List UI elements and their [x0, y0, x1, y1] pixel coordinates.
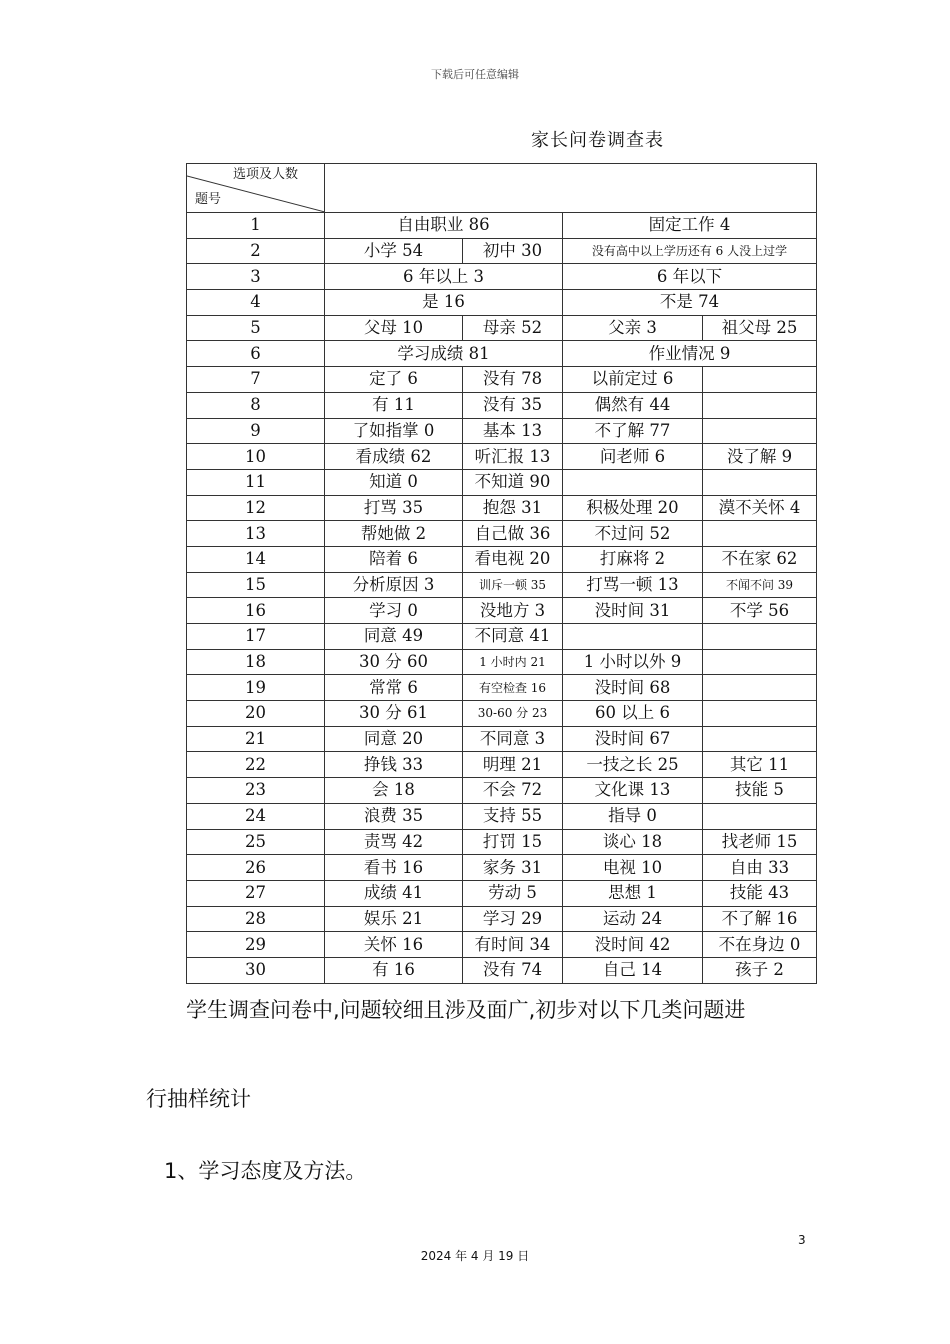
answer-cell: 孩子 2: [703, 957, 817, 983]
answer-cell: 打骂一顿 13: [563, 572, 703, 598]
question-number-cell: 28: [187, 906, 325, 932]
answer-cell: 打麻将 2: [563, 546, 703, 572]
answer-cell: 不同意 3: [463, 726, 563, 752]
answer-cell: 劳动 5: [463, 880, 563, 906]
answer-cell: 思想 1: [563, 880, 703, 906]
answer-cell: 是 16: [325, 290, 563, 316]
question-number-cell: 21: [187, 726, 325, 752]
question-number-cell: 4: [187, 290, 325, 316]
answer-cell: [703, 367, 817, 393]
answer-cell: 看电视 20: [463, 546, 563, 572]
question-number-cell: 29: [187, 932, 325, 958]
table-row: [187, 855, 817, 881]
answer-cell: 没时间 67: [563, 726, 703, 752]
answer-cell: 支持 55: [463, 803, 563, 829]
answer-cell: 学习 0: [325, 598, 463, 624]
answer-cell: 谈心 18: [563, 829, 703, 855]
answer-cell: 自由职业 86: [325, 213, 563, 239]
answer-cell: 不过问 52: [563, 521, 703, 547]
table-title: 家长问卷调查表: [531, 130, 664, 151]
answer-cell: 找老师 15: [703, 829, 817, 855]
table-row: [187, 444, 817, 470]
answer-cell: 定了 6: [325, 367, 463, 393]
answer-cell: 6 年以下: [563, 264, 817, 290]
answer-cell: 没时间 42: [563, 932, 703, 958]
answer-cell: [703, 624, 817, 650]
question-number-cell: 27: [187, 880, 325, 906]
question-number-cell: 23: [187, 778, 325, 804]
answer-cell: 偶然有 44: [563, 392, 703, 418]
answer-cell: 不在身边 0: [703, 932, 817, 958]
answer-cell: 看成绩 62: [325, 444, 463, 470]
answer-cell: 以前定过 6: [563, 367, 703, 393]
table-row: [187, 906, 817, 932]
answer-cell: 浪费 35: [325, 803, 463, 829]
answer-cell: 分析原因 3: [325, 572, 463, 598]
answer-cell: 一技之长 25: [563, 752, 703, 778]
answer-cell: 不闻不问 39: [703, 572, 817, 598]
table-row: [187, 367, 817, 393]
answer-cell: 没地方 3: [463, 598, 563, 624]
answer-cell: 没有 74: [463, 957, 563, 983]
table-header-row: [187, 164, 817, 213]
answer-cell: 积极处理 20: [563, 495, 703, 521]
answer-cell: 运动 24: [563, 906, 703, 932]
answer-cell: 有空检查 16: [463, 675, 563, 701]
answer-cell: 小学 54: [325, 238, 463, 264]
answer-cell: [703, 521, 817, 547]
answer-cell: 知道 0: [325, 469, 463, 495]
footer-date: 2024 年 4 月 19 日: [420, 1249, 530, 1263]
answer-cell: [703, 726, 817, 752]
table-row: [187, 418, 817, 444]
table-row: [187, 315, 817, 341]
question-number-cell: 13: [187, 521, 325, 547]
answer-cell: 有 11: [325, 392, 463, 418]
question-number-cell: 14: [187, 546, 325, 572]
corner-label-options: 选项及人数: [232, 167, 298, 182]
answer-cell: 会 18: [325, 778, 463, 804]
table-row: [187, 495, 817, 521]
answer-cell: 祖父母 25: [703, 315, 817, 341]
question-number-cell: 8: [187, 392, 325, 418]
table-row: [187, 957, 817, 983]
table-row: [187, 572, 817, 598]
answer-cell: [703, 418, 817, 444]
question-number-cell: 7: [187, 367, 325, 393]
answer-cell: 作业情况 9: [563, 341, 817, 367]
answer-cell: 没有高中以上学历还有 6 人没上过学: [563, 238, 817, 264]
answer-cell: 自由 33: [703, 855, 817, 881]
answer-cell: 60 以上 6: [563, 701, 703, 727]
table-row: [187, 726, 817, 752]
question-number-cell: 26: [187, 855, 325, 881]
answer-cell: 打罚 15: [463, 829, 563, 855]
answer-cell: [703, 675, 817, 701]
table-row: [187, 803, 817, 829]
answer-cell: 没有 35: [463, 392, 563, 418]
table-row: [187, 290, 817, 316]
answer-cell: 挣钱 33: [325, 752, 463, 778]
answer-cell: [703, 701, 817, 727]
question-number-cell: 1: [187, 213, 325, 239]
corner-cell: [187, 164, 325, 213]
answer-cell: [703, 803, 817, 829]
table-row: [187, 778, 817, 804]
question-number-cell: 22: [187, 752, 325, 778]
answer-cell: 学习成绩 81: [325, 341, 563, 367]
paragraph-line-2: 行抽样统计: [146, 1087, 251, 1111]
answer-cell: 文化课 13: [563, 778, 703, 804]
table-row: [187, 701, 817, 727]
answer-cell: 问老师 6: [563, 444, 703, 470]
answer-cell: 听汇报 13: [463, 444, 563, 470]
corner-label-question-no: 题号: [195, 192, 222, 207]
question-number-cell: 10: [187, 444, 325, 470]
question-number-cell: 5: [187, 315, 325, 341]
answer-cell: 不知道 90: [463, 469, 563, 495]
answer-cell: 责骂 42: [325, 829, 463, 855]
answer-cell: 打骂 35: [325, 495, 463, 521]
answer-cell: 漠不关怀 4: [703, 495, 817, 521]
table-row: [187, 624, 817, 650]
answer-cell: 家务 31: [463, 855, 563, 881]
question-number-cell: 3: [187, 264, 325, 290]
question-number-cell: 30: [187, 957, 325, 983]
question-number-cell: 6: [187, 341, 325, 367]
answer-cell: 30 分 60: [325, 649, 463, 675]
paragraph-line-1: 学生调查问卷中,问题较细且涉及面广,初步对以下几类问题进: [186, 998, 746, 1022]
question-number-cell: 12: [187, 495, 325, 521]
answer-cell: 有时间 34: [463, 932, 563, 958]
answer-cell: 不了解 16: [703, 906, 817, 932]
answer-cell: 没时间 68: [563, 675, 703, 701]
answer-cell: 不是 74: [563, 290, 817, 316]
answer-cell: 电视 10: [563, 855, 703, 881]
answer-cell: 学习 29: [463, 906, 563, 932]
answer-cell: 技能 5: [703, 778, 817, 804]
answer-cell: 没有 78: [463, 367, 563, 393]
table-row: [187, 213, 817, 239]
table-row: [187, 546, 817, 572]
table-row: [187, 880, 817, 906]
answer-cell: 不同意 41: [463, 624, 563, 650]
answer-cell: 帮她做 2: [325, 521, 463, 547]
question-number-cell: 20: [187, 701, 325, 727]
answer-cell: 不了解 77: [563, 418, 703, 444]
answer-cell: 自己 14: [563, 957, 703, 983]
question-number-cell: 17: [187, 624, 325, 650]
table-row: [187, 752, 817, 778]
answer-cell: 母亲 52: [463, 315, 563, 341]
answer-cell: [563, 624, 703, 650]
answer-cell: 30-60 分 23: [463, 701, 563, 727]
answer-cell: 初中 30: [463, 238, 563, 264]
answer-cell: 关怀 16: [325, 932, 463, 958]
answer-cell: 1 小时以外 9: [563, 649, 703, 675]
table-row: [187, 238, 817, 264]
answer-cell: 了如指掌 0: [325, 418, 463, 444]
question-number-cell: 9: [187, 418, 325, 444]
answer-cell: 陪着 6: [325, 546, 463, 572]
question-number-cell: 11: [187, 469, 325, 495]
answer-cell: [563, 469, 703, 495]
table-row: [187, 392, 817, 418]
answer-cell: 指导 0: [563, 803, 703, 829]
table-row: [187, 649, 817, 675]
page-header: 下载后可任意编辑: [431, 68, 519, 81]
answer-cell: 看书 16: [325, 855, 463, 881]
table-row: [187, 675, 817, 701]
answer-cell: [703, 392, 817, 418]
page-number: 3: [798, 1233, 806, 1247]
answer-cell: [703, 469, 817, 495]
answer-cell: 不在家 62: [703, 546, 817, 572]
answer-cell: 自己做 36: [463, 521, 563, 547]
answer-cell: 明理 21: [463, 752, 563, 778]
answer-cell: 有 16: [325, 957, 463, 983]
answer-cell: 技能 43: [703, 880, 817, 906]
answer-cell: 没时间 31: [563, 598, 703, 624]
question-number-cell: 18: [187, 649, 325, 675]
question-number-cell: 15: [187, 572, 325, 598]
answer-cell: 固定工作 4: [563, 213, 817, 239]
question-number-cell: 2: [187, 238, 325, 264]
answer-cell: 娱乐 21: [325, 906, 463, 932]
answer-cell: 不学 56: [703, 598, 817, 624]
question-number-cell: 25: [187, 829, 325, 855]
header-blank-cell: [325, 164, 817, 213]
answer-cell: 1 小时内 21: [463, 649, 563, 675]
table-row: [187, 264, 817, 290]
answer-cell: 基本 13: [463, 418, 563, 444]
answer-cell: 父亲 3: [563, 315, 703, 341]
table-row: [187, 598, 817, 624]
answer-cell: 训斥一顿 35: [463, 572, 563, 598]
answer-cell: 抱怨 31: [463, 495, 563, 521]
answer-cell: 没了解 9: [703, 444, 817, 470]
question-number-cell: 16: [187, 598, 325, 624]
answer-cell: 6 年以上 3: [325, 264, 563, 290]
answer-cell: 不会 72: [463, 778, 563, 804]
answer-cell: 30 分 61: [325, 701, 463, 727]
table-row: [187, 469, 817, 495]
table-row: [187, 341, 817, 367]
answer-cell: 父母 10: [325, 315, 463, 341]
answer-cell: [703, 649, 817, 675]
survey-table: [186, 163, 817, 984]
question-number-cell: 24: [187, 803, 325, 829]
table-row: [187, 829, 817, 855]
answer-cell: 同意 20: [325, 726, 463, 752]
answer-cell: 成绩 41: [325, 880, 463, 906]
question-number-cell: 19: [187, 675, 325, 701]
answer-cell: 常常 6: [325, 675, 463, 701]
answer-cell: 其它 11: [703, 752, 817, 778]
table-row: [187, 521, 817, 547]
answer-cell: 同意 49: [325, 624, 463, 650]
table-row: [187, 932, 817, 958]
section-heading: 1、学习态度及方法。: [164, 1159, 367, 1183]
